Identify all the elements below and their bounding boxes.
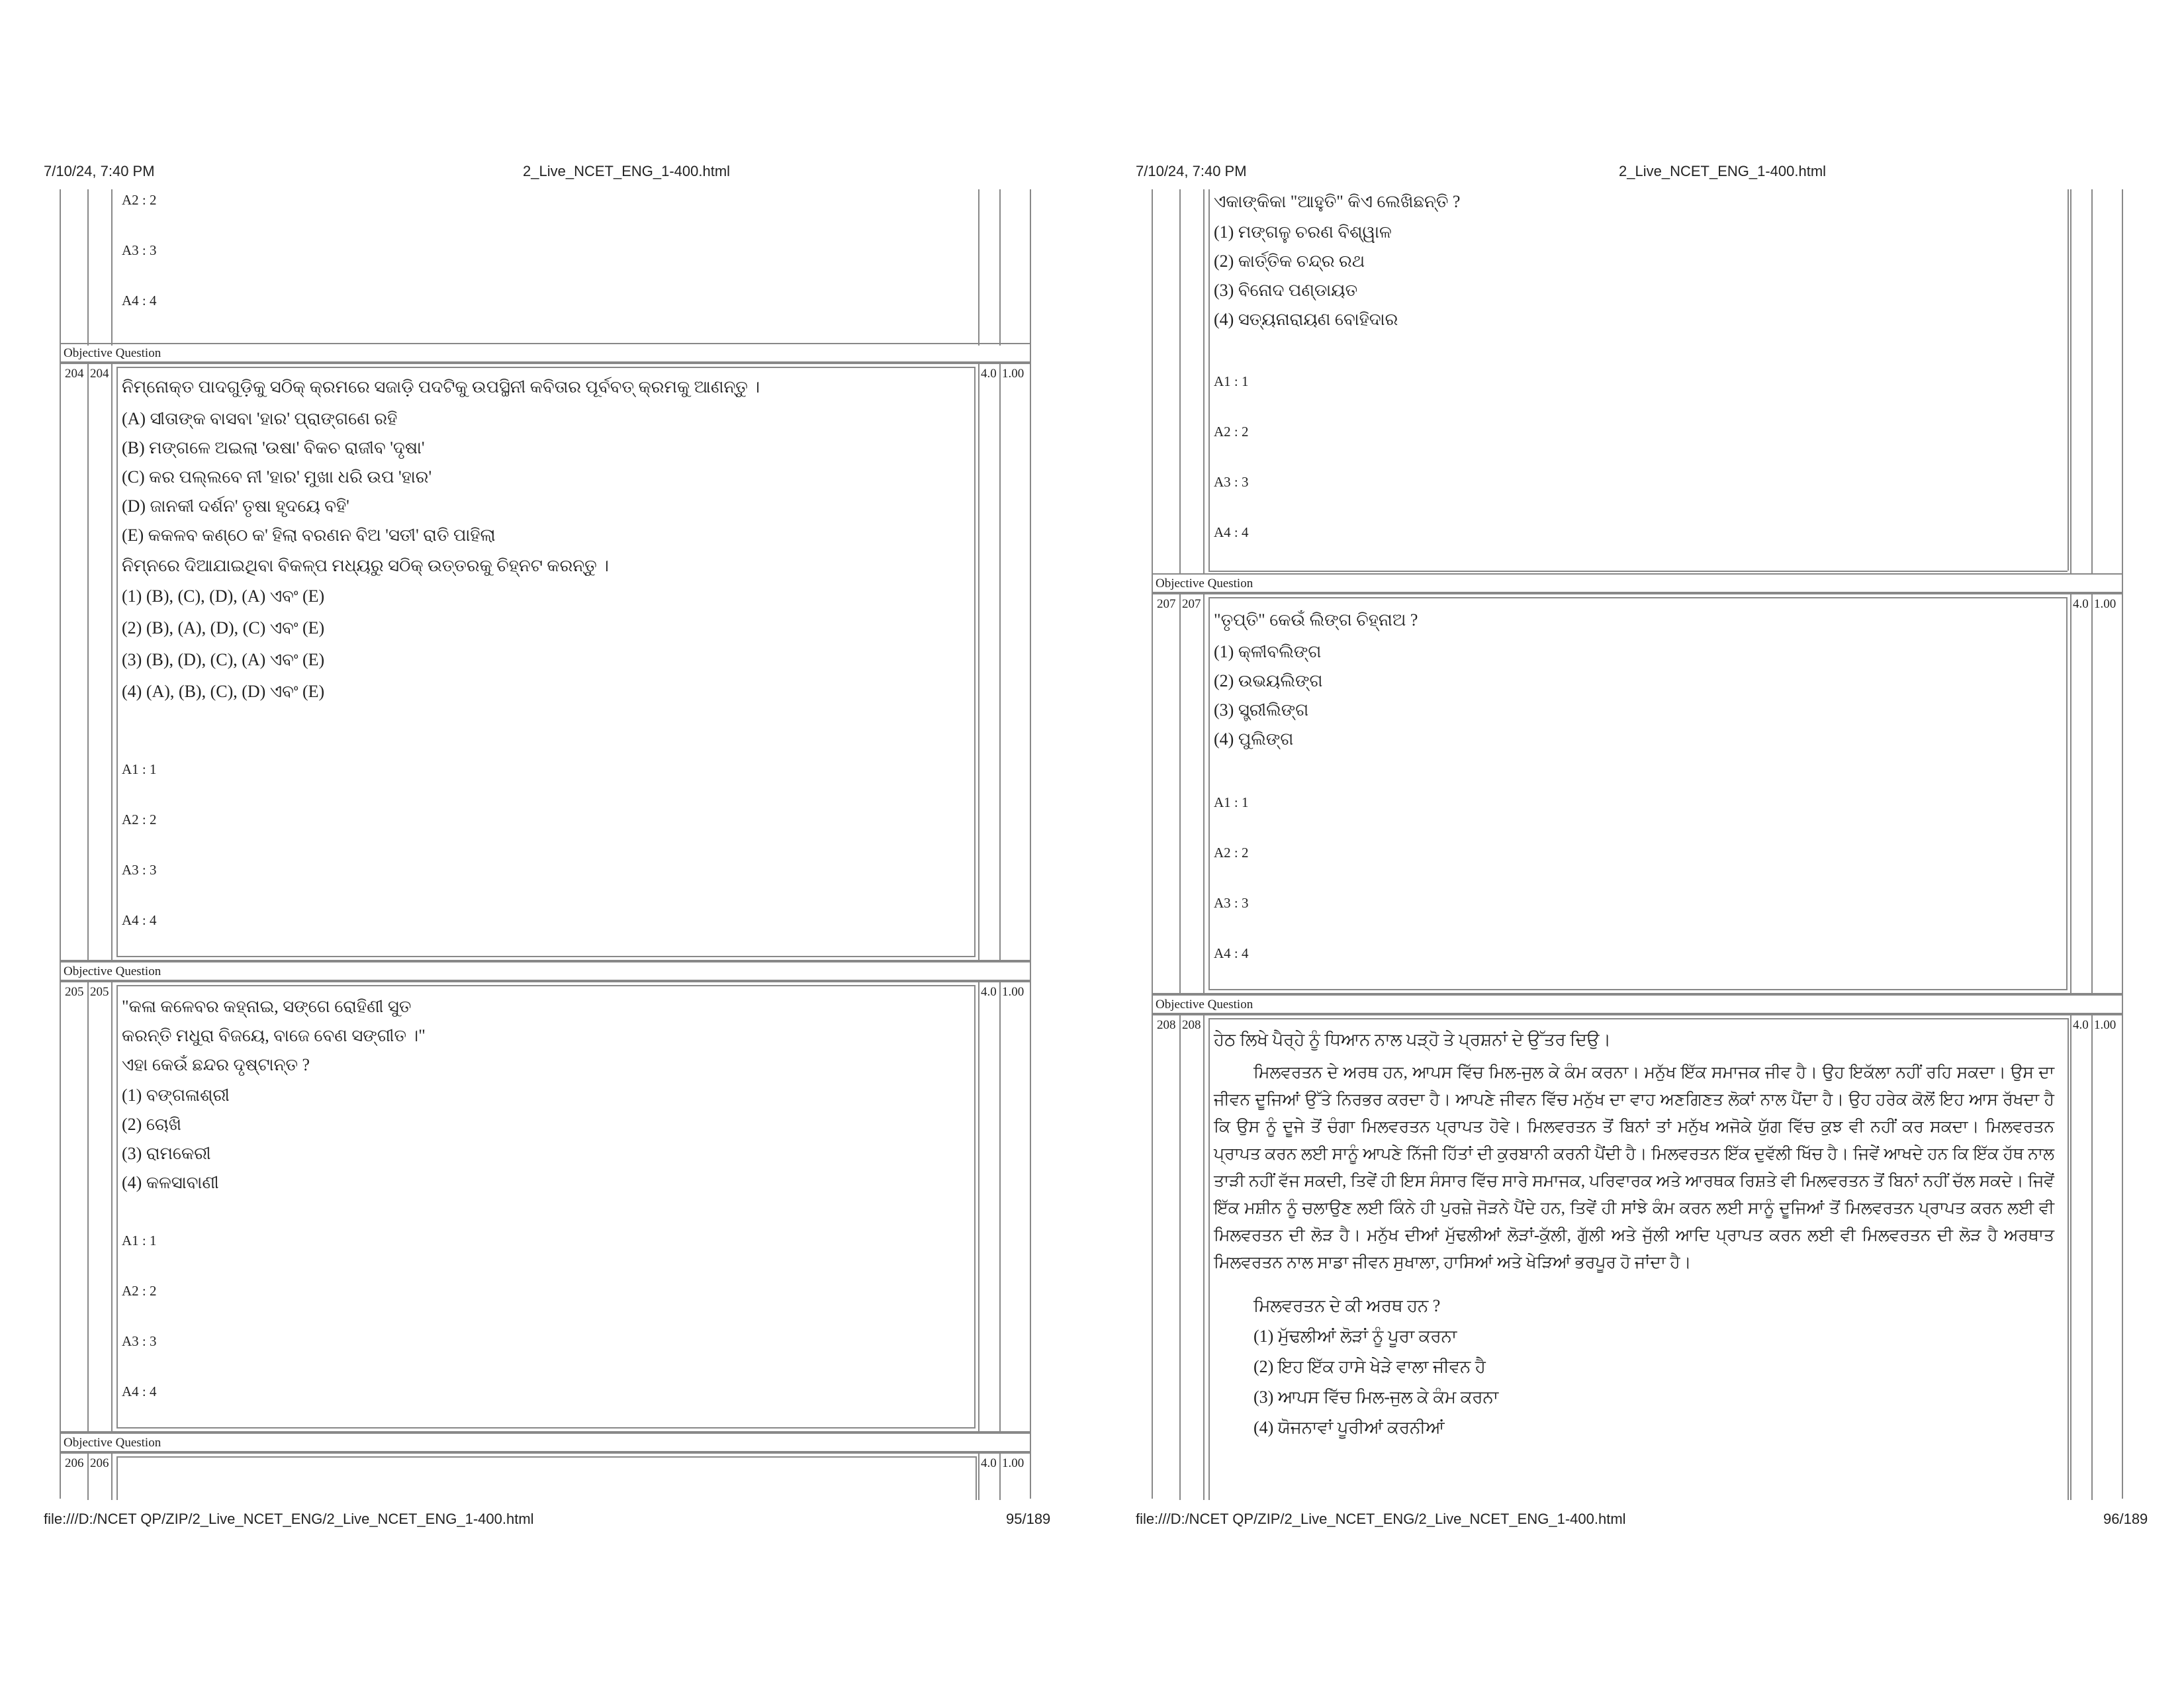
right-page [1092,0,2184,1688]
cell-divider [1203,1015,1205,1500]
question-row-206 [60,1452,1031,1499]
footer-path: file:///D:/NCET QP/ZIP/2_Live_NCET_ENG/2_Live_NCET_ENG_1-400.html [1136,1511,1626,1527]
cell-divider [999,1454,1001,1500]
answer-line: A4 : 4 [122,1383,157,1399]
table-border [111,189,113,346]
objective-label-row [60,343,1031,363]
answer-line: A4 : 4 [122,293,157,308]
question-number: 207 [1157,597,1176,611]
cell-divider [2068,1018,2069,1500]
answer-line: A4 : 4 [122,912,157,928]
cell-divider [116,1456,976,1458]
statement-item: (C) କର ପଲ୍ଲବେ ନୀ 'ହାର' ମୁଖା ଧରି ଉପ 'ହାର' [122,467,432,487]
cell-divider [999,982,1001,1431]
question-stem: ଏକାଙ୍କିକା "ଆହୁତି" କିଏ ଲେଖିଛନ୍ତି ? [1214,192,1461,211]
question-cell [116,367,976,957]
question-id: 205 [90,985,109,999]
statement-item: (E) କକଳବ କଣ୍ଠେ କ' ହିଲା ବରଣନ ବିଅ 'ସତୀ' ରାତି ପାହିଲା [122,526,496,545]
option[interactable]: (1) କ୍ଳୀବଲିଙ୍ଗ [1214,642,1322,661]
page-number: 96/189 [2103,1511,2148,1527]
question-cell [116,985,976,1429]
cell-divider [87,1454,89,1500]
objective-label-row [1152,573,2123,593]
answer-line: A2 : 2 [122,812,157,827]
question-id: 207 [1182,597,1201,611]
cell-divider [2091,1015,2093,1500]
table-border [1208,189,1210,571]
cell-divider [1179,1015,1181,1500]
answer-line: A2 : 2 [122,1283,157,1299]
negative-marks: 1.00 [1002,1456,1024,1470]
answer-line: A1 : 1 [1214,794,1249,810]
cell-divider [87,982,89,1431]
objective-label: Objective Question [64,964,161,978]
negative-marks: 1.00 [2094,1018,2116,1032]
passage-instruction: ਹੇਠ ਲਿਖੇ ਪੈਰ੍ਹੇ ਨੂੰ ਧਿਆਨ ਨਾਲ ਪੜ੍ਹੋ ਤੇ ਪ੍ਰਸ਼ਨਾਂ ਦੇ ਉੱਤਰ ਦਿਉ। [1214,1030,1612,1049]
option[interactable]: (4) ਯੋਜਨਾਵਾਂ ਪੂਰੀਆਂ ਕਰਨੀਆਂ [1253,1418,1445,1437]
objective-label-row [60,961,1031,981]
cell-divider [2070,594,2071,993]
answer-line: A3 : 3 [122,862,157,878]
option[interactable]: (2) କାର୍ତ୍ତିକ ଚନ୍ଦ୍ର ରଥ [1214,252,1365,271]
cell-divider [1203,594,1205,993]
statement-item: (D) ଜାନକୀ ଦର୍ଶନ' ତୃଷା ହୃଦୟେ ବହି' [122,496,349,516]
negative-marks: 1.00 [1002,985,1024,999]
option[interactable]: (1) ମଙ୍ଗଳୁ ଚରଣ ବିଶ୍ୱାଳ [1214,222,1392,242]
option[interactable]: (3) ਆਪਸ ਵਿੱਚ ਮਿਲ-ਜੁਲ ਕੇ ਕੰਮ ਕਰਨਾ [1253,1387,1499,1407]
option[interactable]: (1) ବଙ୍ଗଳାଶ୍ରୀ [122,1086,230,1105]
question-number: 205 [65,985,84,999]
question-stem: ନିମ୍ନୋକ୍ତ ପାଦଗୁଡ଼ିକୁ ସଠିକ୍ କ୍ରମରେ ସଜାଡ଼ି ପଦଟିକୁ ଉପସ୍ଥିନୀ କବିତାର ପୂର୍ବବତ୍ କ୍ରମକୁ ଆଣନ୍ତୁ । [122,377,760,397]
table-border [1203,189,1205,573]
answer-line: A4 : 4 [1214,945,1249,961]
answer-line: A1 : 1 [122,761,157,777]
option[interactable]: (2) ଉଭୟଲିଙ୍ଗ [1214,671,1323,690]
question-row-208 [1152,1014,2123,1499]
table-border [999,189,1001,346]
question-stem-line: ଏହା କେଉଁ ଛନ୍ଦର ଦୃଷ୍ଟାନ୍ତ ? [122,1055,310,1074]
option[interactable]: (3) (B), (D), (C), (A) ଏବଂ (E) [122,650,325,669]
marks: 4.0 [981,985,997,999]
question-number: 206 [65,1456,84,1470]
question-stem-line: "କଳା କଳେବର କହ୍ନାଇ, ସଙ୍ଗେ ରୋହିଣୀ ସୁତ [122,997,412,1016]
header-title: 2_Live_NCET_ENG_1-400.html [523,163,731,179]
negative-marks: 1.00 [1002,367,1024,381]
marks: 4.0 [981,1456,997,1470]
option[interactable]: (3) ରାମକେରୀ [122,1144,211,1163]
table-border [1208,571,2068,572]
question-cell [1208,597,2068,990]
option[interactable]: (1) (B), (C), (D), (A) ଏବଂ (E) [122,586,325,606]
answer-line: A3 : 3 [122,242,157,258]
header-datetime: 7/10/24, 7:40 PM [1136,163,1247,179]
option[interactable]: (2) (B), (A), (D), (C) ଏବଂ (E) [122,618,325,637]
answer-line: A2 : 2 [122,192,157,208]
option[interactable]: (4) (A), (B), (C), (D) ଏବଂ (E) [122,682,325,701]
negative-marks: 1.00 [2094,597,2116,611]
objective-label: Objective Question [1156,998,1253,1011]
table-border [2070,189,2071,573]
cell-divider [978,1454,979,1500]
option[interactable]: (3) ବିନୋଦ ପଣ୍ଡାୟତ [1214,281,1358,300]
table-border [60,189,61,346]
marks: 4.0 [2073,597,2089,611]
answer-line: A2 : 2 [1214,424,1249,440]
cell-divider [2070,1015,2071,1500]
cell-divider [978,364,979,960]
objective-label: Objective Question [1156,577,1253,590]
question-id: 208 [1182,1018,1201,1032]
table-border [1030,189,1031,346]
question-row-207 [1152,593,2123,994]
page-number: 95/189 [1006,1511,1051,1527]
table-border [2091,189,2093,573]
table-border [978,189,979,346]
cell-divider [999,364,1001,960]
answer-line: A4 : 4 [1214,524,1249,540]
table-border [1152,189,1153,573]
table-border [1179,189,1181,573]
question-id: 206 [90,1456,109,1470]
table-border [87,189,89,346]
question-number: 204 [65,367,84,381]
instruction-text: ନିମ୍ନରେ ଦିଆଯାଇଥିବା ବିକଳ୍ପ ମଧ୍ୟରୁ ସଠିକ୍ ଉତ୍ତରକୁ ଚିହ୍ନଟ କରନ୍ତୁ । [122,556,609,575]
answer-line: A3 : 3 [1214,474,1249,490]
answer-line: A3 : 3 [122,1333,157,1349]
answer-line: A1 : 1 [1214,373,1249,389]
cell-divider [116,1456,118,1500]
option[interactable]: (4) କଳସାବାଣୀ [122,1173,219,1192]
cell-divider [1179,594,1181,993]
statement-item: (A) ସୀତାଙ୍କ ବାସବା 'ହାର' ପ୍ରାଙ୍ଗଣେ ରହି [122,409,398,428]
header-datetime: 7/10/24, 7:40 PM [44,163,155,179]
footer-path: file:///D:/NCET QP/ZIP/2_Live_NCET_ENG/2_Live_NCET_ENG_1-400.html [44,1511,534,1527]
question-stem: "ତୃପ୍ତି" କେଉଁ ଲିଙ୍ଗ ଚିହ୍ନାଅ ? [1214,610,1418,630]
option[interactable]: (2) ਇਹ ਇੱਕ ਹਾਸੇ ਖੇੜੇ ਵਾਲਾ ਜੀਵਨ ਹੈ [1253,1357,1486,1376]
table-border [2122,189,2123,573]
option[interactable]: (2) ଚୋଖି [122,1115,182,1134]
option[interactable]: (4) ସତ୍ୟନାରାୟଣ ବୋହିଦାର [1214,310,1398,329]
marks: 4.0 [2073,1018,2089,1032]
question-row-204 [60,363,1031,961]
cell-divider [1208,1018,1210,1500]
objective-label-row [60,1432,1031,1452]
answer-line: A2 : 2 [1214,845,1249,861]
cell-divider [111,1454,113,1500]
cell-divider [976,1456,977,1500]
objective-label-row [1152,994,2123,1014]
cell-divider [111,982,113,1431]
question-number: 208 [1157,1018,1176,1032]
objective-label: Objective Question [64,346,161,360]
cell-divider [87,364,89,960]
question-stem-line: କରନ୍ତି ମଧୁରା ବିଜୟେ, ବାଜେ ବେଣ ସଙ୍ଗୀତ ।" [122,1026,426,1045]
statement-item: (B) ମଙ୍ଗଳେ ଅଇଲା 'ଉଷା' ବିକଚ ରାଜୀବ 'ଦୃଷା' [122,438,425,457]
option[interactable]: (3) ସ୍ତ୍ରୀଲିଙ୍ଗ [1214,700,1309,720]
cell-divider [1208,1018,2068,1019]
cell-divider [2091,594,2093,993]
option[interactable]: (1) ਮੁੱਢਲੀਆਂ ਲੋੜਾਂ ਨੂੰ ਪੂਰਾ ਕਰਨਾ [1253,1327,1457,1346]
marks: 4.0 [981,367,997,381]
answer-line: A1 : 1 [122,1233,157,1248]
table-border [2068,189,2069,571]
header-title: 2_Live_NCET_ENG_1-400.html [1619,163,1827,179]
objective-label: Objective Question [64,1436,161,1450]
question-row-205 [60,981,1031,1432]
passage-text: ਮਿਲਵਰਤਨ ਦੇ ਅਰਥ ਹਨ, ਆਪਸ ਵਿੱਚ ਮਿਲ-ਜੁਲ ਕੇ ਕੰਮ ਕਰਨਾ। ਮਨੁੱਖ ਇੱਕ ਸਮਾਜਕ ਜੀਵ ਹੈ। ਉਹ ਇਕੱਲਾ ਨਹੀਂ ਰਹਿ ਸਕਦਾ। ਉਸ ਦਾ ਜੀਵਨ ਦੂਜਿਆਂ ਉੱਤੇ ਨਿਰਭਰ ਕਰਦਾ ਹੈ। ਆਪਣੇ ਜੀਵਨ ਵਿੱਚ ਮਨੁੱਖ ਦਾ ਵਾਹ ਅਣਗਿਣਤ ਲੋਕਾਂ ਨਾਲ ਪੈਂਦਾ ਹੈ। ਉਹ ਹਰੇਕ ਕੋਲੋਂ ਇਹ ਆਸ ਰੱਖਦਾ ਹੈ ਕਿ ਉਸ ਨੂੰ ਦੂਜੇ ਤੋਂ ਚੰਗਾ ਮਿਲਵਰਤਨ ਪ੍ਰਾਪਤ ਹੋਵੇ। ਮਿਲਵਰਤਨ ਤੋਂ ਬਿਨਾਂ ਤਾਂ ਮਨੁੱਖ ਅਜੋਕੇ ਯੁੱਗ ਵਿੱਚ ਕੁਝ ਵੀ ਨਹੀਂ ਕਰ ਸਕਦਾ। ਮਿਲਵਰਤਨ ਪ੍ਰਾਪਤ ਕਰਨ ਲਈ ਸਾਨੂੰ ਆਪਣੇ ਨਿੱਜੀ ਹਿੱਤਾਂ ਦੀ ਕੁਰਬਾਨੀ ਕਰਨੀ ਪੈਂਦੀ ਹੈ। ਮਿਲਵਰਤਨ ਇੱਕ ਦੁਵੱਲੀ ਖਿੱਚ ਹੈ। ਜਿਵੇਂ ਆਖਦੇ ਹਨ ਕਿ ਇੱਕ ਹੱਥ ਨਾਲ ਤਾੜੀ ਨਹੀਂ ਵੱਜ ਸਕਦੀ, ਤਿਵੇਂ ਹੀ ਇਸ ਸੰਸਾਰ ਵਿੱਚ ਸਾਰੇ ਸਮਾਜਕ, ਪਰਿਵਾਰਕ ਅਤੇ ਆਰਥਕ ਰਿਸ਼ਤੇ ਵੀ ਮਿਲਵਰਤਨ ਤੋਂ ਬਿਨਾਂ ਨਹੀਂ ਚੱਲ ਸਕਦੇ। ਜਿਵੇਂ ਇੱਕ ਮਸ਼ੀਨ ਨੂੰ ਚਲਾਉਣ ਲਈ ਕਿੰਨੇ ਹੀ ਪੁਰਜ਼ੇ ਜੋੜਨੇ ਪੈਂਦੇ ਹਨ, ਤਿਵੇਂ ਹੀ ਸਾਂਝੇ ਕੰਮ ਕਰਨ ਲਈ ਸਾਨੂੰ ਦੂਜਿਆਂ ਤੋਂ ਮਿਲਵਰਤਨ ਪ੍ਰਾਪਤ ਕਰਨ ਲਈ ਵੀ ਮਿਲਵਰਤਨ ਦੀ ਲੋੜ ਹੈ। ਮਨੁੱਖ ਦੀਆਂ ਮੁੱਢਲੀਆਂ ਲੋੜਾਂ-ਕੁੱਲੀ, ਗੁੱਲੀ ਅਤੇ ਜੁੱਲੀ ਆਦਿ ਪ੍ਰਾਪਤ ਕਰਨ ਲਈ ਵੀ ਮਿਲਵਰਤਨ ਦੀ ਲੋੜ ਹੈ ਅਰਥਾਤ ਮਿਲਵਰਤਨ ਨਾਲ ਸਾਡਾ ਜੀਵਨ ਸੁਖਾਲਾ, ਹਾਸਿਆਂ ਅਤੇ ਖੇੜਿਆਂ ਭਰਪੂਰ ਹੋ ਜਾਂਦਾ ਹੈ। [1214,1064,2054,1272]
option[interactable]: (4) ପୁଲିଙ୍ଗ [1214,729,1294,749]
cell-divider [111,364,113,960]
question-id: 204 [90,367,109,381]
cell-divider [978,982,979,1431]
passage-question: ਮਿਲਵਰਤਨ ਦੇ ਕੀ ਅਰਥ ਹਨ ? [1253,1296,1441,1315]
answer-line: A3 : 3 [1214,895,1249,911]
